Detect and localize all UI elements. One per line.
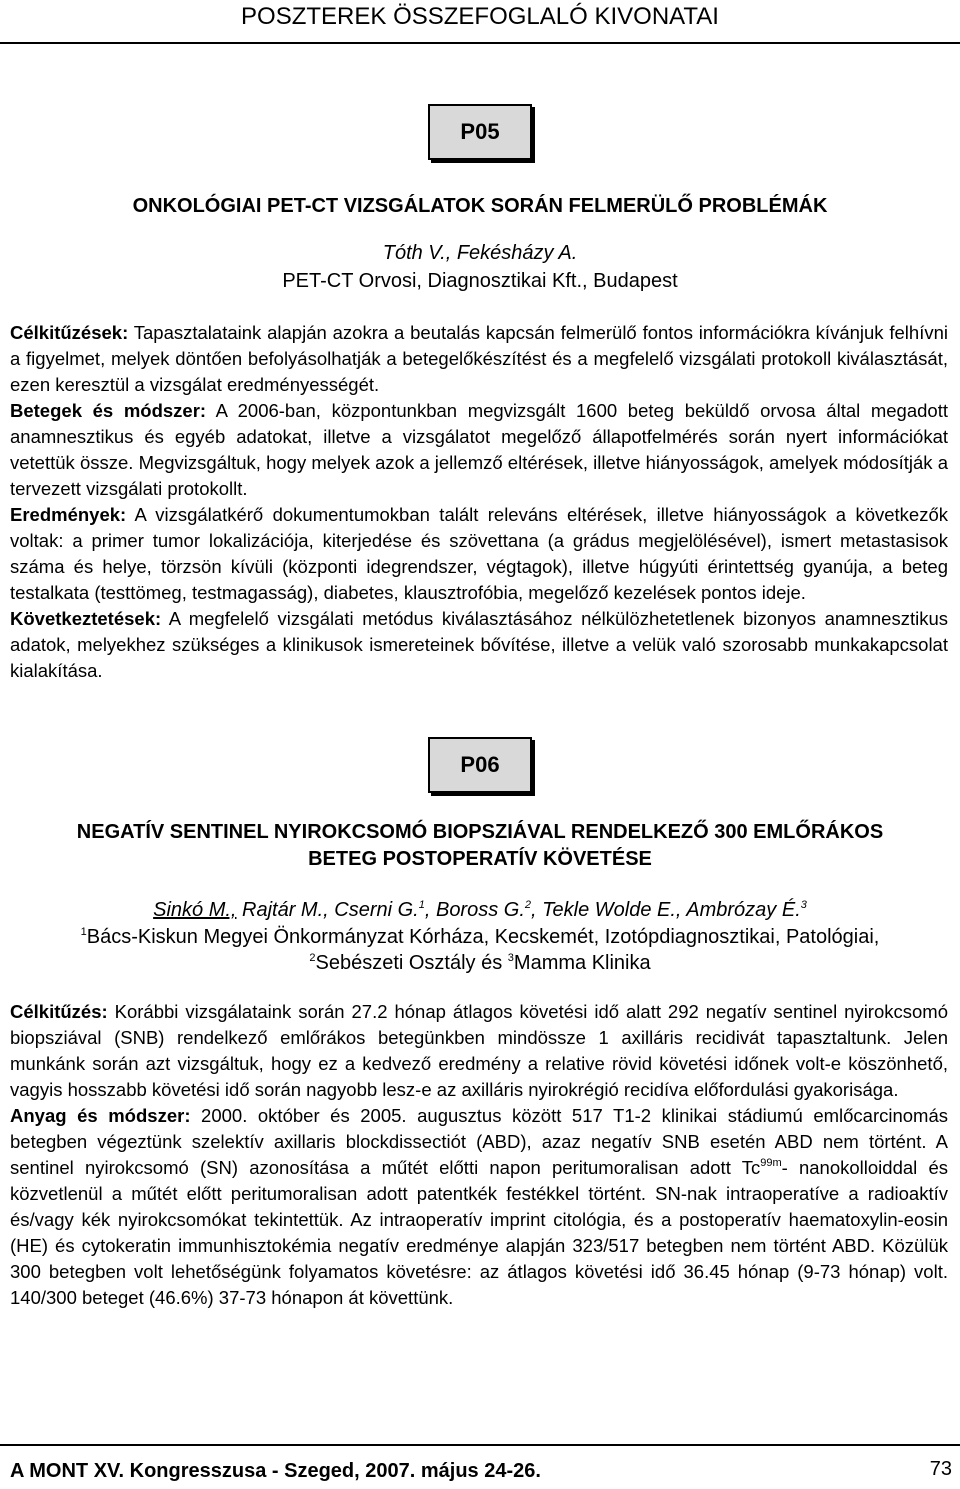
affiliation-p06-line1 <box>0 924 960 951</box>
affiliation-text: Mamma Klinika <box>513 952 651 974</box>
affiliation-text: Sebészeti Osztály és <box>315 952 508 974</box>
section-label: Betegek és módszer: <box>10 400 207 421</box>
section-methods <box>10 398 948 502</box>
affiliation-p06-line2 <box>0 950 960 977</box>
section-text: 2000. október és 2005. augusztus között 517 T1-2 klinikai stádiumú emlőcarcinomás betegben végeztünk szelektív axillaris blockdissectiót (ABD), azaz negatív SNB esetén ABD nem történt. A sentinel nyirokcsomó (SN) azonosítása a műtét előtti napon peritumoralisan adott Tc <box>10 1105 949 1178</box>
isotope-superscript: 99m <box>760 1157 782 1169</box>
author-text: Rajtár M., Cserni G. <box>236 899 419 921</box>
section-text: A vizsgálatkérő dokumentumokban talált releváns eltérések, illetve hiányosságok a következők voltak: a primer tumor lokalizációja, kiterjedése és szövettana (a grádus megjelölésével), ismert metastasisok száma és helye, törzsön kívüli (központi idegrendszer, végtagok), illetve húgyúti érintettség gyanúja, a beteg testalkata (testtömeg, testmagasság), diabetes, klausztrofóbia, megelőző kezelések pontos ideje. <box>10 504 948 603</box>
abstract-title-p06-line1: NEGATÍV SENTINEL NYIROKCSOMÓ BIOPSZIÁVAL RENDELKEZŐ 300 EMLŐRÁKOS <box>76 821 884 843</box>
affiliation-p05: PET-CT Orvosi, Diagnosztikai Kft., Budapest <box>282 270 678 292</box>
authors-p06 <box>0 897 960 924</box>
section-label: Eredmények: <box>10 504 127 525</box>
section-text: A megfelelő vizsgálati metódus kiválasztásához nélkülözhetetlenek bizonyos anamnesztikus adatok, melyekhez szükséges a klinikusok ismereteinek bővítése, illetve a velük való szorosabb munkakapcsolat kialakítása. <box>10 608 948 681</box>
section-label: Anyag és módszer: <box>10 1105 191 1126</box>
footer-divider <box>0 1444 960 1446</box>
abstract-code-p06: P06 <box>428 737 532 793</box>
section-results <box>10 502 948 606</box>
authors-p05: Tóth V., Fekésházy A. <box>382 242 578 264</box>
affiliation-ref: 1 <box>418 899 425 911</box>
affiliation-ref: 3 <box>800 899 807 911</box>
section-label: Következtetések: <box>10 608 162 629</box>
abstract-body-p05 <box>10 320 948 684</box>
page-number: 73 <box>929 1458 952 1480</box>
section-methods <box>10 1103 948 1311</box>
section-text: A 2006-ban, központunkban megvizsgált 1600 beteg beküldő orvosa által megadott anamnesztikus és egyéb adatokat, illetve a vizsgálatot megelőző állapotfelmérés során nyert információkat vetettük össze. Megvizsgáltuk, hogy melyek azok a jellemző eltérések, illetve hiányosságok, amelyek módosítják a tervezett vizsgálati protokollt. <box>10 400 948 499</box>
affiliation-ref: 2 <box>309 952 316 964</box>
abstract-title-p06-line2: BETEG POSTOPERATÍV KÖVETÉSE <box>308 848 652 870</box>
abstract-body-p06 <box>10 999 948 1311</box>
section-label: Célkitűzések: <box>10 322 129 343</box>
footer-conference: A MONT XV. Kongresszusa - Szeged, 2007. május 24-26. <box>10 1460 541 1482</box>
section-label: Célkitűzés: <box>10 1001 108 1022</box>
author-text: , Boross G. <box>424 899 525 921</box>
abstract-title-p05: ONKOLÓGIAI PET-CT VIZSGÁLATOK SORÁN FELMERÜLŐ PROBLÉMÁK <box>132 195 828 217</box>
affiliation-text: Bács-Kiskun Megyei Önkormányzat Kórháza, Kecskemét, Izotópdiagnosztikai, Patológiai, <box>86 926 880 948</box>
section-text: Korábbi vizsgálataink során 27.2 hónap átlagos követési idő alatt 292 negatív sentinel nyirokcsomó biopsziával (SNB) rendelkező emlőrákos betegünkben mindössze 1 axilláris recidivát tapasztaltunk. Jelen munkánk során azt vizsgáltuk, hogy ez a kedvező eredmény a relative rövid követési időnek volt-e köszönhető, vagyis hosszabb követési idő során nagyobb lesz-e az axilláris nyirokrégió recidíva előfordulási gyakorisága. <box>10 1001 948 1100</box>
running-header: POSZTEREK ÖSSZEFOGLALÓ KIVONATAI <box>241 3 719 30</box>
affiliation-ref: 2 <box>524 899 532 911</box>
section-conclusions <box>10 606 948 684</box>
section-text: Tapasztalataink alapján azokra a beutalás kapcsán felmerülő fontos információkra kívánjuk felhívni a figyelmet, melyek döntően befolyásolhatják a betegelőkészítést és a megfelelő vizsgálati protokoll kiválasztását, ezen keresztül a vizsgálat eredményességét. <box>10 322 948 395</box>
affiliation-ref: 3 <box>507 952 514 964</box>
section-text: - nanokolloiddal és közvetlenül a műtét előtt peritumoralisan adott patentkék festékkel történt. SN-nak intraoperatíve a radioaktív és/vagy kék nyirokcsomókat tekintettük. Az intraoperatív imprint citológia, és a postoperatív haematoxylin-eosin (HE) és cytokeratin immunhisztokémia negatív eredménye alapján 323/517 betegben nem történt ABD. Közülük 300 betegben volt lehetőségünk folyamatos követésre: az átlagos követési idő 36.45 hónap (9-73 hónap) volt. 140/300 beteget (46.6%) 37-73 hónapon át követtünk. <box>10 1157 948 1308</box>
presenting-author: Sinkó M., <box>153 899 237 921</box>
affiliation-ref: 1 <box>80 926 87 938</box>
author-text: , Tekle Wolde E., Ambrózay É. <box>531 899 801 921</box>
section-aim <box>10 999 948 1103</box>
section-aims <box>10 320 948 398</box>
header-divider <box>0 42 960 44</box>
abstract-code-p05: P05 <box>428 104 532 160</box>
